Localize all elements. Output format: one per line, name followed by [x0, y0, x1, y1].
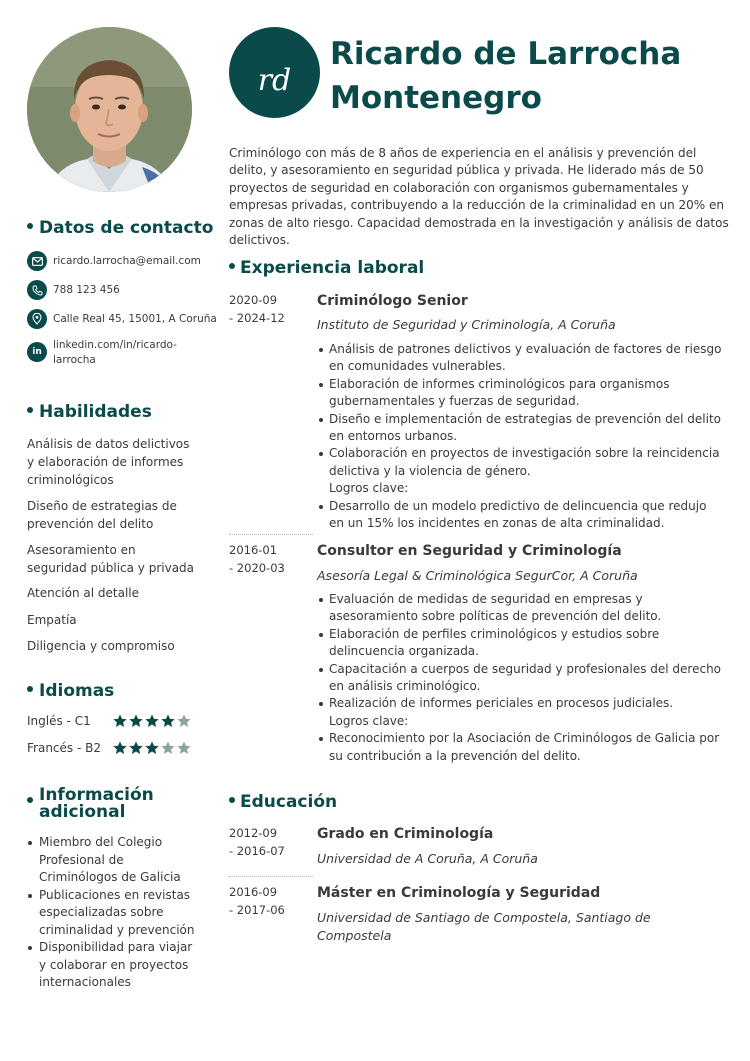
education-date-end: - 2017-06 [229, 902, 285, 917]
star-filled-icon [128, 740, 144, 756]
job-title: Criminólogo Senior [317, 293, 468, 309]
contact-section-title [27, 220, 213, 237]
job-divider [229, 534, 313, 535]
monogram-badge [229, 27, 320, 118]
info-item: Publicaciones en revistas especializadas sobre criminalidad y prevención [27, 887, 197, 940]
star-filled-icon [128, 713, 144, 729]
education-date [229, 884, 309, 919]
profile-photo [27, 27, 192, 192]
monogram-text: rd [257, 63, 292, 98]
linkedin-line-1[interactable]: linkedin.com/in/ricardo- [53, 339, 177, 351]
contact-phone-row[interactable] [27, 280, 120, 300]
language-rating [112, 740, 192, 756]
star-empty-icon [176, 740, 192, 756]
job-achievement: Desarrollo de un modelo predictivo de delincuencia que redujo en un 15% los incidentes en zonas de alta criminalidad. [317, 498, 725, 533]
skill-item: Empatía [27, 613, 77, 627]
job-bullet: Diseño e implementación de estrategias de prevención del delito en entornos urbanos. [317, 411, 725, 446]
section-bullet-icon [27, 223, 33, 229]
section-bullet-icon [27, 797, 33, 803]
education-divider [229, 876, 313, 877]
star-filled-icon [112, 713, 128, 729]
languages-title-text: Idiomas [39, 681, 115, 701]
star-filled-icon [112, 740, 128, 756]
skill-item: Atención al detalle [27, 586, 139, 600]
section-bullet-icon [27, 407, 33, 413]
education-title-text: Educación [240, 792, 338, 812]
experience-section-title [229, 260, 424, 277]
contact-address-row [27, 309, 217, 329]
contact-title-text: Datos de contacto [39, 218, 214, 238]
contact-phone[interactable]: 788 123 456 [53, 283, 120, 296]
job-bullets [317, 341, 725, 532]
section-bullet-icon [229, 797, 235, 803]
section-bullet-icon [229, 263, 235, 269]
education-degree: Máster en Criminología y Seguridad [317, 885, 601, 901]
skill-item: Diligencia y compromiso [27, 639, 175, 653]
info-title-line-1: Información [39, 785, 154, 805]
job-bullet: Colaboración en proyectos de investigación sobre la reincidencia delictiva y la violencia de género. [317, 445, 725, 480]
info-list [27, 834, 197, 992]
job-achievements-label: Logros clave: [329, 481, 409, 496]
star-filled-icon [160, 713, 176, 729]
job-bullet: Realización de informes periciales en procesos judiciales. [317, 695, 725, 712]
language-label: Francés - B2 [27, 741, 101, 755]
linkedin-line-2[interactable]: larrocha [53, 354, 96, 366]
job-date [229, 292, 309, 327]
job-bullet: Elaboración de perfiles criminológicos y estudios sobre delincuencia organizada. [317, 626, 725, 661]
skills-section-title [27, 404, 152, 421]
location-pin-icon [27, 309, 47, 329]
education-date-start: 2016-09 [229, 885, 278, 899]
education-date [229, 825, 309, 860]
contact-email-row[interactable] [27, 251, 201, 271]
job-bullet: Elaboración de informes criminológicos para organismos gubernamentales y fuerzas de seguridad. [317, 376, 725, 411]
section-bullet-icon [27, 686, 33, 692]
info-section-title [27, 787, 154, 821]
education-date-start: 2012-09 [229, 826, 278, 840]
job-company: Asesoría Legal & Criminológica SegurCor, A Coruña [317, 568, 638, 583]
info-item: Disponibilidad para viajar y colaborar en proyectos internacionales [27, 939, 197, 992]
language-rating [112, 713, 192, 729]
language-row-english [27, 713, 197, 729]
candidate-name: Ricardo de Larrocha Montenegro [330, 36, 682, 116]
contact-linkedin[interactable] [53, 338, 177, 368]
languages-section-title [27, 683, 114, 700]
star-empty-icon [160, 740, 176, 756]
experience-title-text: Experiencia laboral [240, 258, 425, 278]
phone-icon [27, 280, 47, 300]
education-date-end: - 2016-07 [229, 843, 285, 858]
job-date [229, 542, 309, 577]
contact-linkedin-row[interactable] [27, 338, 177, 368]
education-school: Universidad de A Coruña, A Coruña [317, 851, 538, 866]
envelope-icon [27, 251, 47, 271]
contact-email[interactable]: ricardo.larrocha@email.com [53, 254, 201, 267]
profile-photo-illustration [27, 27, 192, 192]
job-company: Instituto de Seguridad y Criminología, A Coruña [317, 317, 616, 332]
skills-title-text: Habilidades [39, 402, 152, 422]
profile-summary: Criminólogo con más de 8 años de experiencia en el análisis y prevención del delito, y asesoramiento en seguridad pública y privada. He liderado más de 50 proyectos de seguridad en colaboración con organismos gubernamentales y empresas privadas, contribuyendo a la reducción de la criminalidad en un 20% en zonas de alto riesgo. Capacidad demostrada en la investigación y análisis de datos delictivos. [229, 146, 729, 248]
job-title: Consultor en Seguridad y Criminología [317, 543, 622, 559]
skill-item: Asesoramiento en seguridad pública y privada [27, 543, 195, 575]
info-item: Miembro del Colegio Profesional de Criminólogos de Galicia [27, 834, 197, 887]
job-achievements-label: Logros clave: [329, 713, 409, 728]
job-achievement: Reconocimiento por la Asociación de Criminólogos de Galicia por su contribución a la prevención del delito. [317, 730, 725, 765]
education-degree: Grado en Criminología [317, 826, 494, 842]
job-bullet: Capacitación a cuerpos de seguridad y profesionales del derecho en análisis criminológico. [317, 661, 725, 696]
contact-address: Calle Real 45, 15001, A Coruña [53, 312, 217, 325]
star-filled-icon [144, 740, 160, 756]
skill-item: Análisis de datos delictivos y elaboración de informes criminológicos [27, 437, 190, 487]
job-bullet: Análisis de patrones delictivos y evaluación de factores de riesgo en comunidades vulnerables. [317, 341, 725, 376]
job-bullets [317, 591, 725, 765]
skill-item: Diseño de estrategias de prevención del delito [27, 499, 177, 531]
job-date-end: - 2020-03 [229, 560, 285, 575]
language-row-french [27, 740, 197, 756]
job-date-end: - 2024-12 [229, 310, 285, 325]
star-filled-icon [144, 713, 160, 729]
language-label: Inglés - C1 [27, 714, 91, 728]
job-date-start: 2020-09 [229, 293, 278, 307]
star-empty-icon [176, 713, 192, 729]
education-section-title [229, 794, 337, 811]
info-title-line-2: adicional [39, 802, 126, 822]
linkedin-icon: in [27, 342, 47, 362]
education-school: Universidad de Santiago de Compostela, Santiago de Compostela [317, 910, 651, 943]
job-bullet: Evaluación de medidas de seguridad en empresas y asesoramiento sobre políticas de prevención del delito. [317, 591, 725, 626]
job-date-start: 2016-01 [229, 543, 278, 557]
